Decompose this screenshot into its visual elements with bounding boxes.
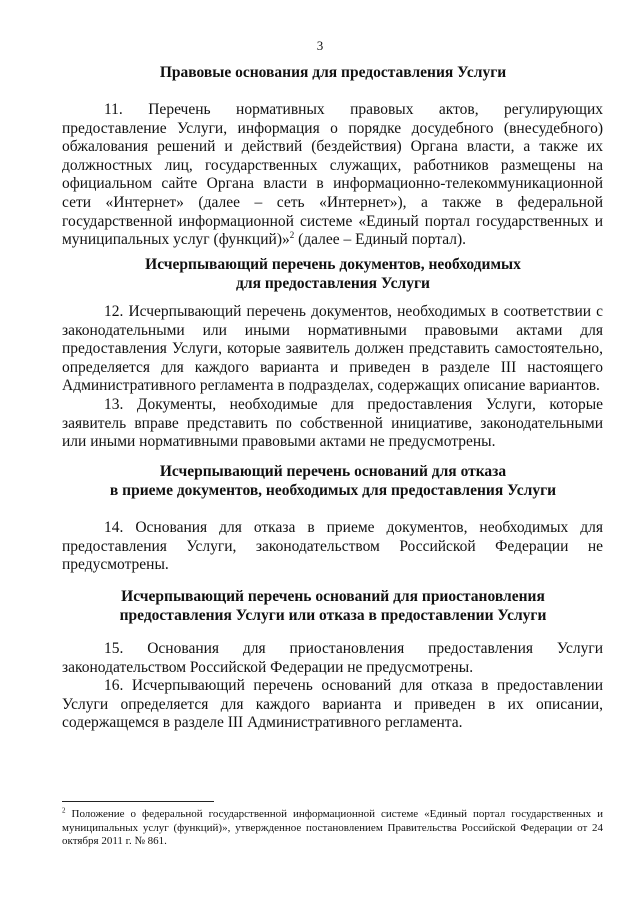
section-heading-suspension-refusal — [0, 588, 640, 625]
paragraph-text: 15. Основания для приостановления предоставления Услуги законодательством Российской Федерации не предусмотрены. — [62, 640, 603, 676]
heading-line: Правовые основания для предоставления Услуги — [159, 64, 507, 81]
paragraph-text-tail: (далее – Единый портал). — [294, 231, 467, 249]
section-heading-documents — [0, 256, 640, 293]
heading-line: Исчерпывающий перечень документов, необходимых — [145, 256, 521, 273]
heading-line: для предоставления Услуги — [236, 274, 430, 292]
paragraph-11 — [62, 101, 603, 250]
footnote-reference: 2 — [289, 230, 295, 240]
paragraph-text: 11. Перечень нормативных правовых актов, регулирующих предоставление Услуги, информация о порядке досудебного (внесудебного) обжалования решений и действий (бездействия) Органа власти, а также их должностных лиц, государственных служащих, работников размещены на официальном сайте Органа власти в информационно-телекоммуникационной сети «Интернет» (далее – сеть «Интернет»), а также в федеральной государственной информационной системе «Единый портал государственных и муниципальных услуг (функций)» — [62, 101, 603, 249]
heading-line: Исчерпывающий перечень оснований для приостановления — [121, 588, 545, 605]
paragraph-15 — [62, 640, 603, 677]
paragraph-text: 13. Документы, необходимые для предоставления Услуги, которые заявитель вправе представить по собственной инициативе, законодательными или иными нормативными правовыми актами не предусмотрены. — [62, 396, 603, 451]
paragraph-text: 16. Исчерпывающий перечень оснований для отказа в предоставлении Услуги определяется для каждого варианта и приведен в их описании, содержащемся в разделе III Административного регламента. — [62, 677, 603, 732]
footnote-text: Положение о федеральной государственной информационной системе «Единый портал государственных и муниципальных услуг (функций)», утвержденное постановлением Правительства Российской Федерации от 24 октября 2011 г. № 861. — [62, 808, 603, 847]
footnote — [62, 808, 603, 849]
heading-line: предоставления Услуги или отказа в предоставлении Услуги — [119, 606, 547, 624]
heading-line: Исчерпывающий перечень оснований для отказа — [159, 463, 507, 480]
footnote-marker: 2 — [62, 806, 66, 815]
paragraph-text: 14. Основания для отказа в приеме документов, необходимых для предоставления Услуги, законодательством Российской Федерации не предусмотрены. — [62, 519, 603, 574]
paragraph-16 — [62, 677, 603, 733]
paragraph-13 — [62, 396, 603, 452]
footnote-divider — [62, 801, 214, 802]
paragraph-text: 12. Исчерпывающий перечень документов, необходимых в соответствии с законодательными или иными нормативными правовыми актами для предоставления Услуги, которые заявитель должен представить самостоятельно, определяется для каждого варианта и приведен в разделе III настоящего Административного регламента в подразделах, содержащих описание вариантов. — [62, 303, 603, 395]
section-heading-refusal-acceptance — [0, 463, 640, 500]
page-number: 3 — [316, 38, 324, 53]
heading-line: в приеме документов, необходимых для предоставления Услуги — [109, 481, 557, 499]
section-heading-legal-basis — [0, 64, 640, 83]
paragraph-12 — [62, 303, 603, 396]
paragraph-14 — [62, 519, 603, 575]
